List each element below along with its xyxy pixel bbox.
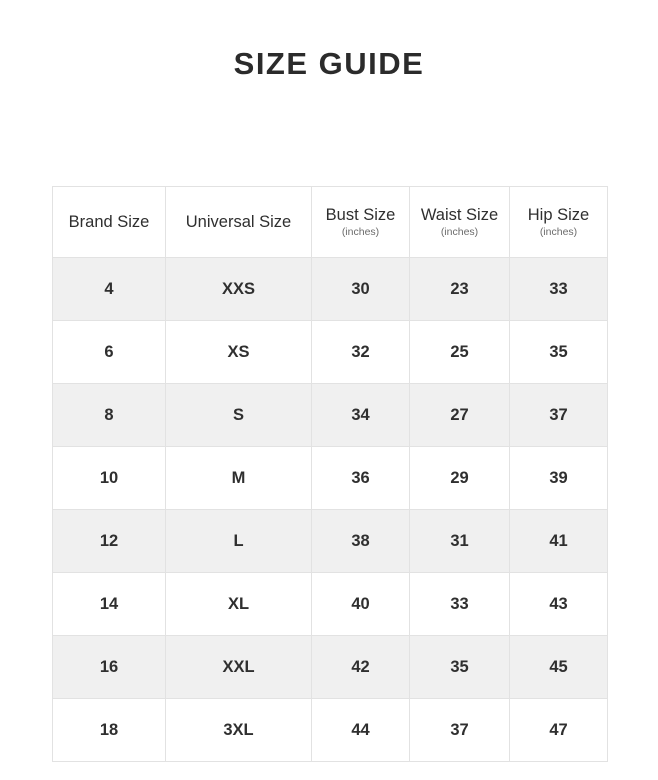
table-row [53, 384, 608, 447]
column-header-universal-size [166, 187, 312, 258]
cell-brand-size: 16 [53, 636, 166, 699]
cell-waist-size: 29 [410, 447, 510, 510]
cell-universal-size: M [166, 447, 312, 510]
cell-universal-size: S [166, 384, 312, 447]
cell-bust-size: 38 [312, 510, 410, 573]
cell-waist-size: 25 [410, 321, 510, 384]
cell-brand-size: 12 [53, 510, 166, 573]
cell-hip-size: 41 [510, 510, 608, 573]
table-header [53, 187, 608, 258]
column-header-label: Waist Size [420, 206, 499, 225]
cell-bust-size: 44 [312, 699, 410, 762]
table-row [53, 258, 608, 321]
table-header-row [53, 187, 608, 258]
cell-brand-size: 6 [53, 321, 166, 384]
cell-universal-size: 3XL [166, 699, 312, 762]
column-header-unit: (inches) [539, 226, 578, 239]
cell-bust-size: 36 [312, 447, 410, 510]
cell-universal-size: XXS [166, 258, 312, 321]
cell-brand-size: 4 [53, 258, 166, 321]
cell-universal-size: L [166, 510, 312, 573]
cell-universal-size: XS [166, 321, 312, 384]
cell-hip-size: 47 [510, 699, 608, 762]
cell-brand-size: 10 [53, 447, 166, 510]
table-row [53, 573, 608, 636]
cell-bust-size: 32 [312, 321, 410, 384]
cell-brand-size: 8 [53, 384, 166, 447]
cell-hip-size: 35 [510, 321, 608, 384]
cell-brand-size: 18 [53, 699, 166, 762]
column-header-label: Brand Size [68, 212, 150, 231]
cell-hip-size: 33 [510, 258, 608, 321]
cell-waist-size: 27 [410, 384, 510, 447]
cell-universal-size: XL [166, 573, 312, 636]
cell-waist-size: 23 [410, 258, 510, 321]
column-header-label: Bust Size [325, 206, 396, 225]
column-header-hip-size [510, 187, 608, 258]
size-guide-page [0, 46, 658, 780]
cell-waist-size: 33 [410, 573, 510, 636]
cell-brand-size: 14 [53, 573, 166, 636]
column-header-waist-size [410, 187, 510, 258]
table-row [53, 636, 608, 699]
cell-hip-size: 43 [510, 573, 608, 636]
cell-waist-size: 37 [410, 699, 510, 762]
table-row [53, 321, 608, 384]
column-header-label: Universal Size [185, 212, 292, 231]
page-title: SIZE GUIDE [233, 46, 425, 81]
cell-waist-size: 35 [410, 636, 510, 699]
table-row [53, 447, 608, 510]
column-header-unit: (inches) [440, 226, 479, 239]
cell-waist-size: 31 [410, 510, 510, 573]
table-row [53, 699, 608, 762]
cell-hip-size: 37 [510, 384, 608, 447]
cell-bust-size: 42 [312, 636, 410, 699]
cell-bust-size: 30 [312, 258, 410, 321]
column-header-label: Hip Size [527, 206, 590, 225]
column-header-bust-size [312, 187, 410, 258]
column-header-brand-size [53, 187, 166, 258]
table-row [53, 510, 608, 573]
table-body [53, 258, 608, 762]
column-header-unit: (inches) [341, 226, 380, 239]
cell-universal-size: XXL [166, 636, 312, 699]
cell-hip-size: 39 [510, 447, 608, 510]
cell-bust-size: 34 [312, 384, 410, 447]
cell-hip-size: 45 [510, 636, 608, 699]
size-guide-table-wrapper [52, 186, 607, 762]
size-guide-table [52, 186, 608, 762]
cell-bust-size: 40 [312, 573, 410, 636]
